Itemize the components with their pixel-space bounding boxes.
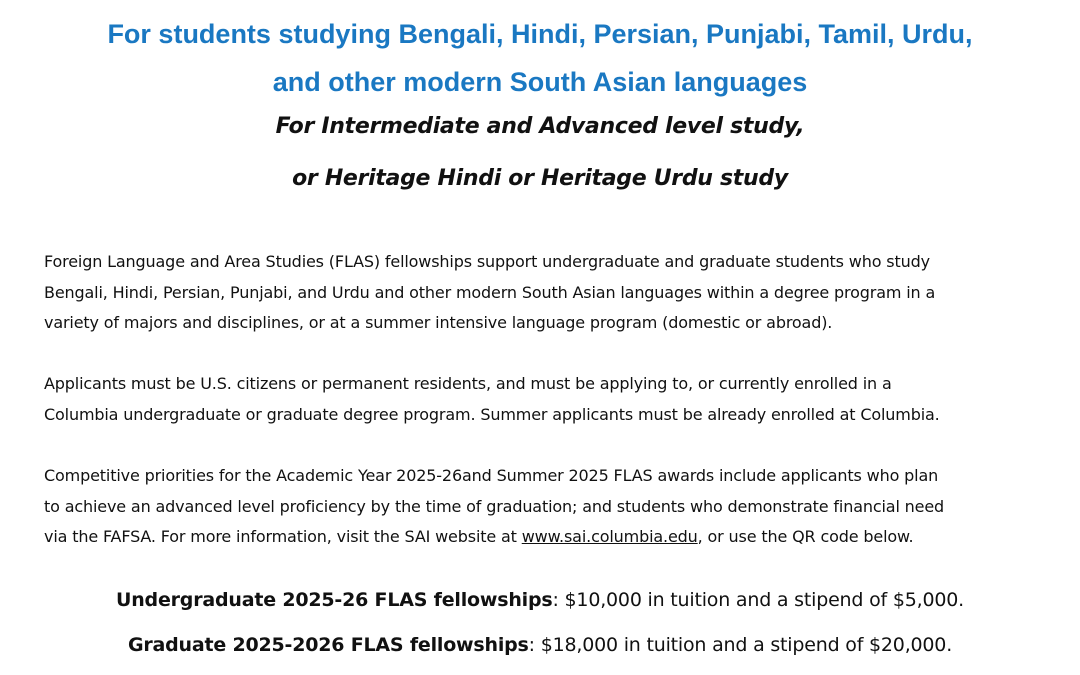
paragraph-line: Competitive priorities for the Academic Year 2025-26and Summer 2025 FLAS awards include applicants who plan [44,466,939,485]
paragraph-line: Foreign Language and Area Studies (FLAS) fellowships support undergraduate and graduate students who study [44,252,930,271]
paragraph-line: Bengali, Hindi, Persian, Punjabi, and Urdu and other modern South Asian languages within a degree program in a [44,282,936,302]
undergrad-award-label: Undergraduate 2025-26 FLAS fellowships [116,589,553,611]
headline-line-1: For students studying Bengali, Hindi, Persian, Punjabi, Tamil, Urdu, [107,19,973,49]
paragraph-line: Applicants must be U.S. citizens or permanent residents, and must be applying to, or currently enrolled in a [44,374,892,393]
subheading-line-1: For Intermediate and Advanced level study, [275,114,805,139]
paragraph-line: Columbia undergraduate or graduate degree program. Summer applicants must be already enrolled at Columbia. [44,404,940,424]
undergrad-award-line [0,589,1080,611]
paragraph-line-with-link [44,522,1054,553]
priorities-paragraph [44,461,1054,553]
eligibility-paragraph [44,369,1054,430]
link-prefix-text: via the FAFSA. For more information, visit the SAI website at [44,527,522,546]
intro-paragraph [44,247,1054,339]
paragraph-line: to achieve an advanced level proficiency by the time of graduation; and students who demonstrate financial need [44,496,945,516]
sai-website-link[interactable]: www.sai.columbia.edu [521,527,698,546]
link-suffix-text: , or use the QR code below. [697,527,914,546]
grad-award-label: Graduate 2025-2026 FLAS fellowships [127,634,529,656]
subheading-line-2: or Heritage Hindi or Heritage Urdu study [292,166,788,191]
undergrad-award-value: : $10,000 in tuition and a stipend of $5,000. [552,589,964,611]
grad-award-value: : $18,000 in tuition and a stipend of $20,000. [528,634,953,656]
paragraph-line: variety of majors and disciplines, or at a summer intensive language program (domestic or abroad). [44,313,833,332]
headline-line-2: and other modern South Asian languages [272,67,808,97]
grad-award-line [0,634,1080,656]
